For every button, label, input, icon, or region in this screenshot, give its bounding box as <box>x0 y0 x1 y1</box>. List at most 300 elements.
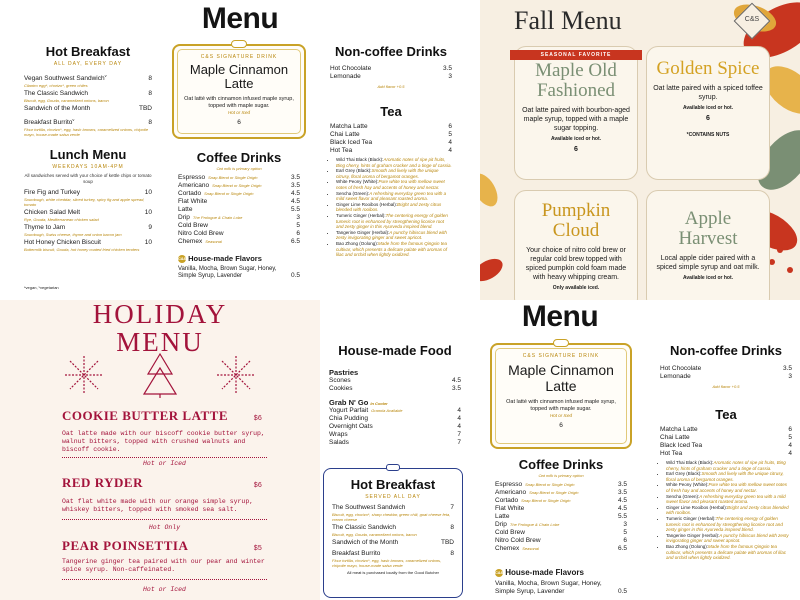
item-price: 6 <box>296 230 300 237</box>
tea-title: Tea <box>715 407 737 422</box>
item-price: 5 <box>296 222 300 229</box>
item-desc: Flour tortilla, chorizo*, egg, hash browns, caramelized onions, chipotle mayo, house-made salsa verde <box>332 558 442 568</box>
menu-row <box>330 147 452 155</box>
item-name: Flat White <box>495 505 525 512</box>
noncoffee-section <box>330 44 452 89</box>
item-price: 7 <box>450 504 454 511</box>
noncoffee-title: Non-coffee Drinks <box>670 343 782 358</box>
tea-variety <box>336 230 452 241</box>
logo-text: C&S <box>744 16 760 23</box>
tea-variety <box>666 471 792 482</box>
fall-card-desc: Oat latte paired with bourbon-aged maple syrup, topped with a maple sugar topping. <box>522 107 630 132</box>
pastries-list <box>329 377 461 393</box>
item-price: 5.5 <box>617 513 627 520</box>
item-name: Chia Pudding <box>329 415 369 422</box>
menu-row <box>660 365 792 373</box>
holiday-ornament-icon <box>60 350 260 400</box>
tea-variety <box>666 494 792 505</box>
tea-variety-desc: A refreshing everyday green tea with a mild sweet flavor and pleasant roasted aroma. <box>666 493 786 505</box>
menu-row <box>660 450 792 458</box>
menu-row <box>329 415 461 423</box>
item-price: 3.5 <box>451 385 461 392</box>
item-price: 6 <box>448 123 452 130</box>
tea-variety <box>336 168 452 179</box>
diet-mark: v <box>72 117 75 123</box>
menu-row <box>24 90 152 98</box>
noncoffee-title: Non-coffee Drinks <box>335 44 447 59</box>
fall-card-golden <box>646 46 770 180</box>
menu-row <box>178 214 300 222</box>
item-desc: Biscuit, egg, Gouda, caramelized onions, bacon <box>332 532 417 537</box>
menu-row <box>330 65 452 73</box>
fall-card-price: 6 <box>706 115 710 122</box>
flavors-list: Vanilla, Mocha, Brown Sugar, Honey, Simple Syrup, Lavender <box>178 266 277 280</box>
fall-card-name: Pumpkin Cloud <box>541 200 611 241</box>
item-price: 8 <box>148 119 152 127</box>
item-price: 10 <box>144 239 152 246</box>
flavors-title: House-made Flavors <box>188 254 262 263</box>
lunch-subtitle: WEEKDAYS 10AM-4PM <box>52 164 124 170</box>
item-name: Flat White <box>178 198 208 205</box>
tea-varieties <box>660 460 792 561</box>
item-note: Snap Blend or Single Origin <box>525 482 575 487</box>
item-price: 3.5 <box>617 481 627 488</box>
item-price: TBD <box>441 539 454 546</box>
tea-variety-name: Tangerine Ginger (Herbal): <box>666 532 720 538</box>
tea-variety-name: Sencha (Green): <box>666 493 700 499</box>
item-name: The Classic Sandwich <box>24 90 88 98</box>
item-price: 3.5 <box>290 174 300 181</box>
tea-variety <box>666 505 792 516</box>
tea-variety-desc: The centering energy of golden tumeric root is enhanced by strengthening licorice root and zesty ginger in this Ayurveda inspired blend. <box>336 212 448 230</box>
item-name: Americano <box>178 182 210 189</box>
item-price: 5 <box>788 434 792 441</box>
item-name: Black Iced Tea <box>330 139 373 146</box>
menu-row <box>24 209 152 217</box>
tea-list <box>660 426 792 458</box>
item-desc: Biscuit, egg, Gouda, caramelized onions, bacon <box>24 98 109 104</box>
signature-drink-card <box>490 343 632 449</box>
menu-row <box>329 407 461 415</box>
cs-logo-icon: C&S <box>495 569 504 575</box>
item-name: Hot Honey Chicken Biscuit <box>24 239 101 246</box>
item-name: Chemex <box>178 238 203 245</box>
item-desc: Sourdough, white cheddar, sliced turkey, spicy fig and apple spread, tomato <box>24 197 145 207</box>
item-note: The Prologue & Chain Lobe <box>509 522 560 527</box>
holiday-item-desc: Oat latte made with our biscoff cookie butter syrup, walnut bitters, topped with crushed walnuts and biscoff cookie. <box>62 430 265 453</box>
tea-variety-name: Sencha (Green): <box>336 190 370 196</box>
menu-row <box>24 224 152 232</box>
tea-section <box>660 407 792 561</box>
ornament-icon <box>386 464 400 471</box>
item-name: Cortado <box>495 497 519 504</box>
holiday-item-name: COOKIE BUTTER LATTE <box>62 408 229 423</box>
item-price: 5 <box>623 529 627 536</box>
tea-variety-desc: Smooth and lively with the unique citrusy, floral aroma of bergamot oranges. <box>336 168 439 179</box>
menu-row <box>178 238 300 246</box>
item-note: Snap Blend or Single Origin <box>521 498 571 503</box>
tea-variety-name: Tangerine Ginger (Herbal): <box>336 229 390 235</box>
menu-row <box>495 545 627 553</box>
coffee-title: Coffee Drinks <box>518 457 604 472</box>
tea-variety <box>336 213 452 230</box>
item-note: Snap Blend or Single Origin <box>204 191 254 196</box>
flavors-title: House-made Flavors <box>505 568 584 577</box>
item-price: 4 <box>457 423 461 430</box>
item-name: Matcha Latte <box>330 123 368 130</box>
holiday-item-name: PEAR POINSETTIA <box>62 538 189 553</box>
diet-mark: v <box>104 73 107 78</box>
menu-row <box>329 431 461 439</box>
item-name: Latte <box>495 513 510 520</box>
tea-variety-desc: Aromatic notes of ripe pit fruits, Bing cherry, hints of graham cracker and a tinge of cassia. <box>666 460 786 471</box>
item-name: Lemonade <box>330 73 361 80</box>
hot-breakfast-title: Hot Breakfast <box>45 44 131 59</box>
housemade-food-title: House-made Food <box>338 343 452 358</box>
seasonal-banner: SEASONAL FAVORITE <box>510 50 642 60</box>
signature-price: 6 <box>237 119 241 126</box>
menu-row <box>495 497 627 505</box>
noncoffee-section <box>660 343 792 389</box>
menu-row <box>495 521 627 529</box>
menu-row <box>24 189 152 197</box>
item-name: Cold Brew <box>495 529 525 536</box>
menu-row <box>178 206 300 214</box>
housemade-food-section <box>329 343 461 447</box>
item-name: Overnight Oats <box>329 423 373 430</box>
coffee-list <box>495 481 627 553</box>
item-price: 7 <box>457 439 461 446</box>
signature-name: Maple Cinnamon Latte <box>189 62 289 91</box>
item-price: 3 <box>623 521 627 528</box>
item-name: Breakfast Burrito <box>332 550 381 557</box>
item-price: 10 <box>144 209 152 216</box>
fall-card-name: Golden Spice <box>656 58 760 79</box>
signature-name: Maple Cinnamon Latte <box>508 362 614 394</box>
ornament-icon <box>553 339 569 347</box>
item-note: Seasonal <box>522 546 539 551</box>
item-desc: Biscuit, egg, chorizo*, sharp cheddar, green chili, goat cheese feta, cream cheese <box>332 512 451 522</box>
fall-card-note: Available iced or hot. <box>682 275 734 281</box>
tea-variety <box>666 516 792 533</box>
divider <box>62 457 267 458</box>
holiday-item-note: Hot or Iced <box>143 586 186 593</box>
item-note: Snap Blend or Single Origin <box>529 490 579 495</box>
holiday-item-note: Hot Only <box>148 524 181 531</box>
tea-variety <box>336 202 452 213</box>
holiday-item-price: $6 <box>253 482 262 490</box>
item-name: Hot Chocolate <box>330 65 372 72</box>
holiday-item-redryder <box>62 475 262 491</box>
item-name: Cold Brew <box>178 222 208 229</box>
item-name: Salads <box>329 439 349 446</box>
holiday-item-price: $6 <box>253 415 262 423</box>
item-name: Chai Latte <box>330 131 360 138</box>
coffee-section <box>178 150 300 246</box>
menu-panel-top-left <box>0 0 480 300</box>
item-price: 3 <box>296 214 300 221</box>
lunch-note: All sandwiches served with your choice of kettle chips or tomato soup <box>24 173 152 184</box>
menu-row <box>495 537 627 545</box>
signature-note: Hot or Iced <box>227 110 250 115</box>
flavors-section <box>178 254 300 280</box>
menu-title: Menu <box>201 2 279 35</box>
noncoffee-list <box>660 365 792 381</box>
menu-row <box>330 139 452 147</box>
grab-title: Grab N' Go <box>329 398 369 407</box>
divider <box>62 579 267 580</box>
flavors-section <box>495 568 627 596</box>
item-price: 6.5 <box>617 545 627 552</box>
menu-row <box>495 529 627 537</box>
menu-row <box>178 182 300 190</box>
item-name: Fire Fig and Turkey <box>24 189 80 196</box>
item-name: Espresso <box>178 174 206 181</box>
item-price: 4.5 <box>617 505 627 512</box>
signature-note: Hot or Iced <box>549 413 572 418</box>
menu-row <box>495 481 627 489</box>
fall-card-name: Apple Harvest <box>678 208 738 249</box>
menu-row <box>178 230 300 238</box>
tea-list <box>330 123 452 155</box>
item-price: 4 <box>448 147 452 154</box>
item-name: Matcha Latte <box>660 426 698 433</box>
fall-card-note: Only available iced. <box>552 285 600 291</box>
holiday-menu-panel <box>0 300 320 600</box>
tea-title: Tea <box>380 104 402 119</box>
signature-price: 6 <box>559 422 563 429</box>
menu-row <box>178 190 300 198</box>
item-desc: Buttermilk biscuit, Gouda, hot honey coated fried chicken tenders <box>24 247 140 252</box>
tea-variety-desc: Aromatic notes of ripe pit fruits, Bing cherry, hints of graham cracker and a tinge of cassia. <box>336 157 452 168</box>
item-price: 4 <box>448 139 452 146</box>
tea-variety-desc: Made from the famous Qingxin tea cultivar, which presents a delicate palate with aromas of lilac and orchid when lightly oxidized. <box>666 543 787 561</box>
tea-variety-name: Bao Zhong (Oolong): <box>336 240 379 246</box>
item-name: Cookies <box>329 385 353 392</box>
tea-variety-name: White Peony (White): <box>336 179 379 185</box>
item-name: Nitro Cold Brew <box>495 537 541 544</box>
item-name: Nitro Cold Brew <box>178 230 224 237</box>
tea-variety-desc: Pure white tea with mellow sweet notes of fresh hay and accents of honey and nectar. <box>666 482 788 493</box>
item-price: 7 <box>457 431 461 438</box>
item-price: 3 <box>448 73 452 80</box>
menu-row <box>660 426 792 434</box>
item-price: 3.5 <box>782 365 792 372</box>
item-price: 4.5 <box>617 497 627 504</box>
lunch-section <box>24 147 152 254</box>
item-name: Sandwich of the Month <box>24 105 91 113</box>
item-name: Hot Tea <box>660 450 683 457</box>
item-desc: Flour tortilla, chorizo*, egg, hash browns, caramelized onions, chipotle mayo, house-made salsa verde <box>24 127 149 138</box>
item-price: 6 <box>788 426 792 433</box>
item-name: Wraps <box>329 431 348 438</box>
holiday-item-pear <box>62 538 262 554</box>
menu-row <box>24 72 152 83</box>
menu-row <box>24 239 152 247</box>
tea-variety-name: Earl Grey (Black): <box>336 168 372 174</box>
lunch-list <box>24 189 152 252</box>
tea-variety-desc: Smooth and lively with the unique citrusy, floral aroma of bergamot oranges. <box>666 471 784 482</box>
tea-variety <box>666 482 792 493</box>
tea-variety-desc: A refreshing everyday green tea with a mild sweet flavor and pleasant roasted aroma. <box>336 190 447 202</box>
item-price: 3.5 <box>290 182 300 189</box>
item-price: 3.5 <box>617 489 627 496</box>
item-name: Black Iced Tea <box>660 442 703 449</box>
menu-row <box>330 73 452 81</box>
item-desc: Rye, Gouda, Mediterranean chicken salad <box>24 217 99 222</box>
menu-row <box>332 504 454 512</box>
add-flavor-note: Add flavor +0.5 <box>377 84 405 89</box>
lunch-title: Lunch Menu <box>49 147 127 162</box>
tea-variety <box>336 241 452 258</box>
signature-desc: Oat latté with cinnamon infused maple syrup, topped with maple sugar. <box>506 399 616 412</box>
fall-card-pumpkin <box>514 190 638 300</box>
tea-variety-desc: A punchy hibiscus blend with zesty invigorating ginger and sweet apricot. <box>336 229 447 241</box>
item-price: 8 <box>148 75 152 83</box>
tea-variety-name: Wild Thai Black (Black): <box>666 460 714 465</box>
fall-card-maple <box>514 46 638 180</box>
item-price: 4.5 <box>451 377 461 384</box>
item-price: 6.5 <box>290 238 300 245</box>
menu-row <box>330 131 452 139</box>
fall-card-note: Available iced or hot. <box>682 105 734 111</box>
holiday-item-name: RED RYDER <box>62 475 143 490</box>
tea-variety-name: Tumeric Ginger (Herbal): <box>336 212 386 218</box>
item-price: 9 <box>148 224 152 231</box>
coffee-subtitle: Oat milk is primary option <box>538 473 584 478</box>
cs-logo-icon: C&S <box>178 256 187 262</box>
menu-row <box>332 524 454 532</box>
fall-menu-panel <box>480 0 800 300</box>
tea-variety-desc: Bright and zesty citrus blended with rooibos. <box>336 201 442 213</box>
item-name: Sandwich of the Month <box>332 539 399 546</box>
coffee-list <box>178 174 300 246</box>
item-price: 4 <box>457 415 461 422</box>
fall-card-desc: Your choice of nitro cold brew or regular cold brew topped with spiced pumpkin cold foam made with heavy whipping cream. <box>525 247 627 281</box>
item-price: 8 <box>450 524 454 531</box>
menu-row <box>495 505 627 513</box>
tea-variety-name: Ginger Lime Rooibos (Herbal): <box>666 504 728 510</box>
item-price: 5 <box>448 131 452 138</box>
tea-section <box>330 104 452 258</box>
tea-variety-desc: Bright and zesty citrus blended with rooibos. <box>666 504 789 516</box>
flavors-price: 0.5 <box>290 272 300 280</box>
item-name: Cortado <box>178 190 202 197</box>
item-name: Chai Latte <box>660 434 690 441</box>
menu-row <box>329 423 461 431</box>
menu-row <box>332 550 454 558</box>
item-name: Hot Chocolate <box>660 365 702 372</box>
menu-panel-bottom-right <box>320 300 800 600</box>
menu-row <box>178 174 300 182</box>
holiday-title-line1: HOLIDAY <box>92 300 228 329</box>
item-price: 4 <box>788 450 792 457</box>
item-name: Americano <box>495 489 527 496</box>
hot-breakfast-card <box>323 468 463 598</box>
ornament-icon <box>231 40 247 48</box>
tea-variety <box>666 544 792 561</box>
menu-row <box>329 385 461 393</box>
menu-row <box>495 489 627 497</box>
item-note: Snap Blend or Single Origin <box>212 183 262 188</box>
item-name: Yogurt Parfait <box>329 407 369 414</box>
flavors-price: 0.5 <box>617 588 627 595</box>
item-price: 5.5 <box>290 206 300 213</box>
tea-variety-desc: A punchy hibiscus blend with zesty invigorating ginger and sweet apricot. <box>666 532 789 544</box>
menu-row <box>178 222 300 230</box>
signature-drink-card <box>172 44 306 139</box>
menu-row <box>24 105 152 113</box>
item-price: 8 <box>450 550 454 557</box>
item-price: TBD <box>139 105 152 113</box>
tea-variety-name: White Peony (White): <box>666 482 709 488</box>
menu-row <box>178 198 300 206</box>
divider <box>62 519 267 520</box>
hot-breakfast-title: Hot Breakfast <box>350 477 436 492</box>
item-name: Vegan Southwest Sandwich$^v$ <box>24 73 107 83</box>
noncoffee-list <box>330 65 452 81</box>
hot-breakfast-subtitle: SERVED ALL DAY <box>365 494 421 500</box>
tea-variety-name: Ginger Lime Rooibos (Herbal): <box>336 201 398 207</box>
item-note: Snap Blend or Single Origin <box>208 175 258 180</box>
item-name: Hot Tea <box>330 147 353 154</box>
menu-row <box>660 442 792 450</box>
fall-card-apple <box>646 190 770 300</box>
signature-desc: Oat latté with cinnamon infused maple syrup, topped with maple sugar. <box>184 96 294 109</box>
tea-variety-name: Earl Grey (Black): <box>666 471 702 477</box>
tea-variety <box>666 460 792 471</box>
fall-card-price: 6 <box>574 146 578 153</box>
menu-row <box>660 434 792 442</box>
fall-card-note: Available iced or hot. <box>550 136 602 142</box>
item-price: 4.5 <box>290 198 300 205</box>
menu-row <box>660 373 792 381</box>
menu-row <box>329 377 461 385</box>
tea-variety-name: Wild Thai Black (Black): <box>336 157 384 162</box>
holiday-title-line2: MENU <box>116 327 204 357</box>
coffee-section <box>495 457 627 553</box>
item-name: Thyme to Jam <box>24 224 66 231</box>
tea-variety <box>336 179 452 190</box>
item-name: Latte <box>178 206 193 213</box>
item-name: Drip <box>178 214 190 221</box>
signature-label: C&S SIGNATURE DRINK <box>522 353 600 359</box>
item-price: 4 <box>457 407 461 414</box>
holiday-item-note: Hot or Iced <box>143 460 186 467</box>
grab-note: In Cooler <box>370 401 388 406</box>
tea-variety-desc: Made from the famous Qingxin tea cultivar, which presents a delicate palate with aromas of lilac and orchid when lightly oxidized. <box>336 240 448 258</box>
item-desc: Sourdough, Swiss cheese, thyme and onion bacon jam <box>24 232 122 237</box>
holiday-item-desc: Oat flat white made with our orange simple syrup, whiskey bitters, topped with smoked sea salt. <box>62 498 254 513</box>
item-price: 10 <box>144 189 152 196</box>
fall-card-desc: Oat latte paired with a spiced toffee syrup. <box>653 85 763 101</box>
holiday-item-cookie <box>62 408 262 424</box>
holiday-item-price: $5 <box>253 545 262 553</box>
tea-variety <box>336 191 452 202</box>
menu-title: Menu <box>521 300 599 333</box>
meat-footnote: All meat is purchased locally from the Good Butcher <box>346 570 440 575</box>
tea-variety-name: Tumeric Ginger (Herbal): <box>666 515 716 521</box>
item-price: 4.5 <box>290 190 300 197</box>
tea-variety-desc: The centering energy of golden tumeric root is enhanced by strengthening licorice root and zesty ginger in this Ayurveda inspired blend. <box>666 515 783 533</box>
fall-card-extra: *CONTAINS NUTS <box>686 132 730 138</box>
item-name: Lemonade <box>660 373 691 380</box>
item-note: Seasonal <box>205 239 222 244</box>
menu-row <box>330 123 452 131</box>
fall-card-name: Maple Old Fashioned <box>535 60 617 101</box>
item-desc: Cilantro egg*, chorizo*, green chiles <box>24 83 88 89</box>
hot-breakfast-list <box>24 72 152 137</box>
